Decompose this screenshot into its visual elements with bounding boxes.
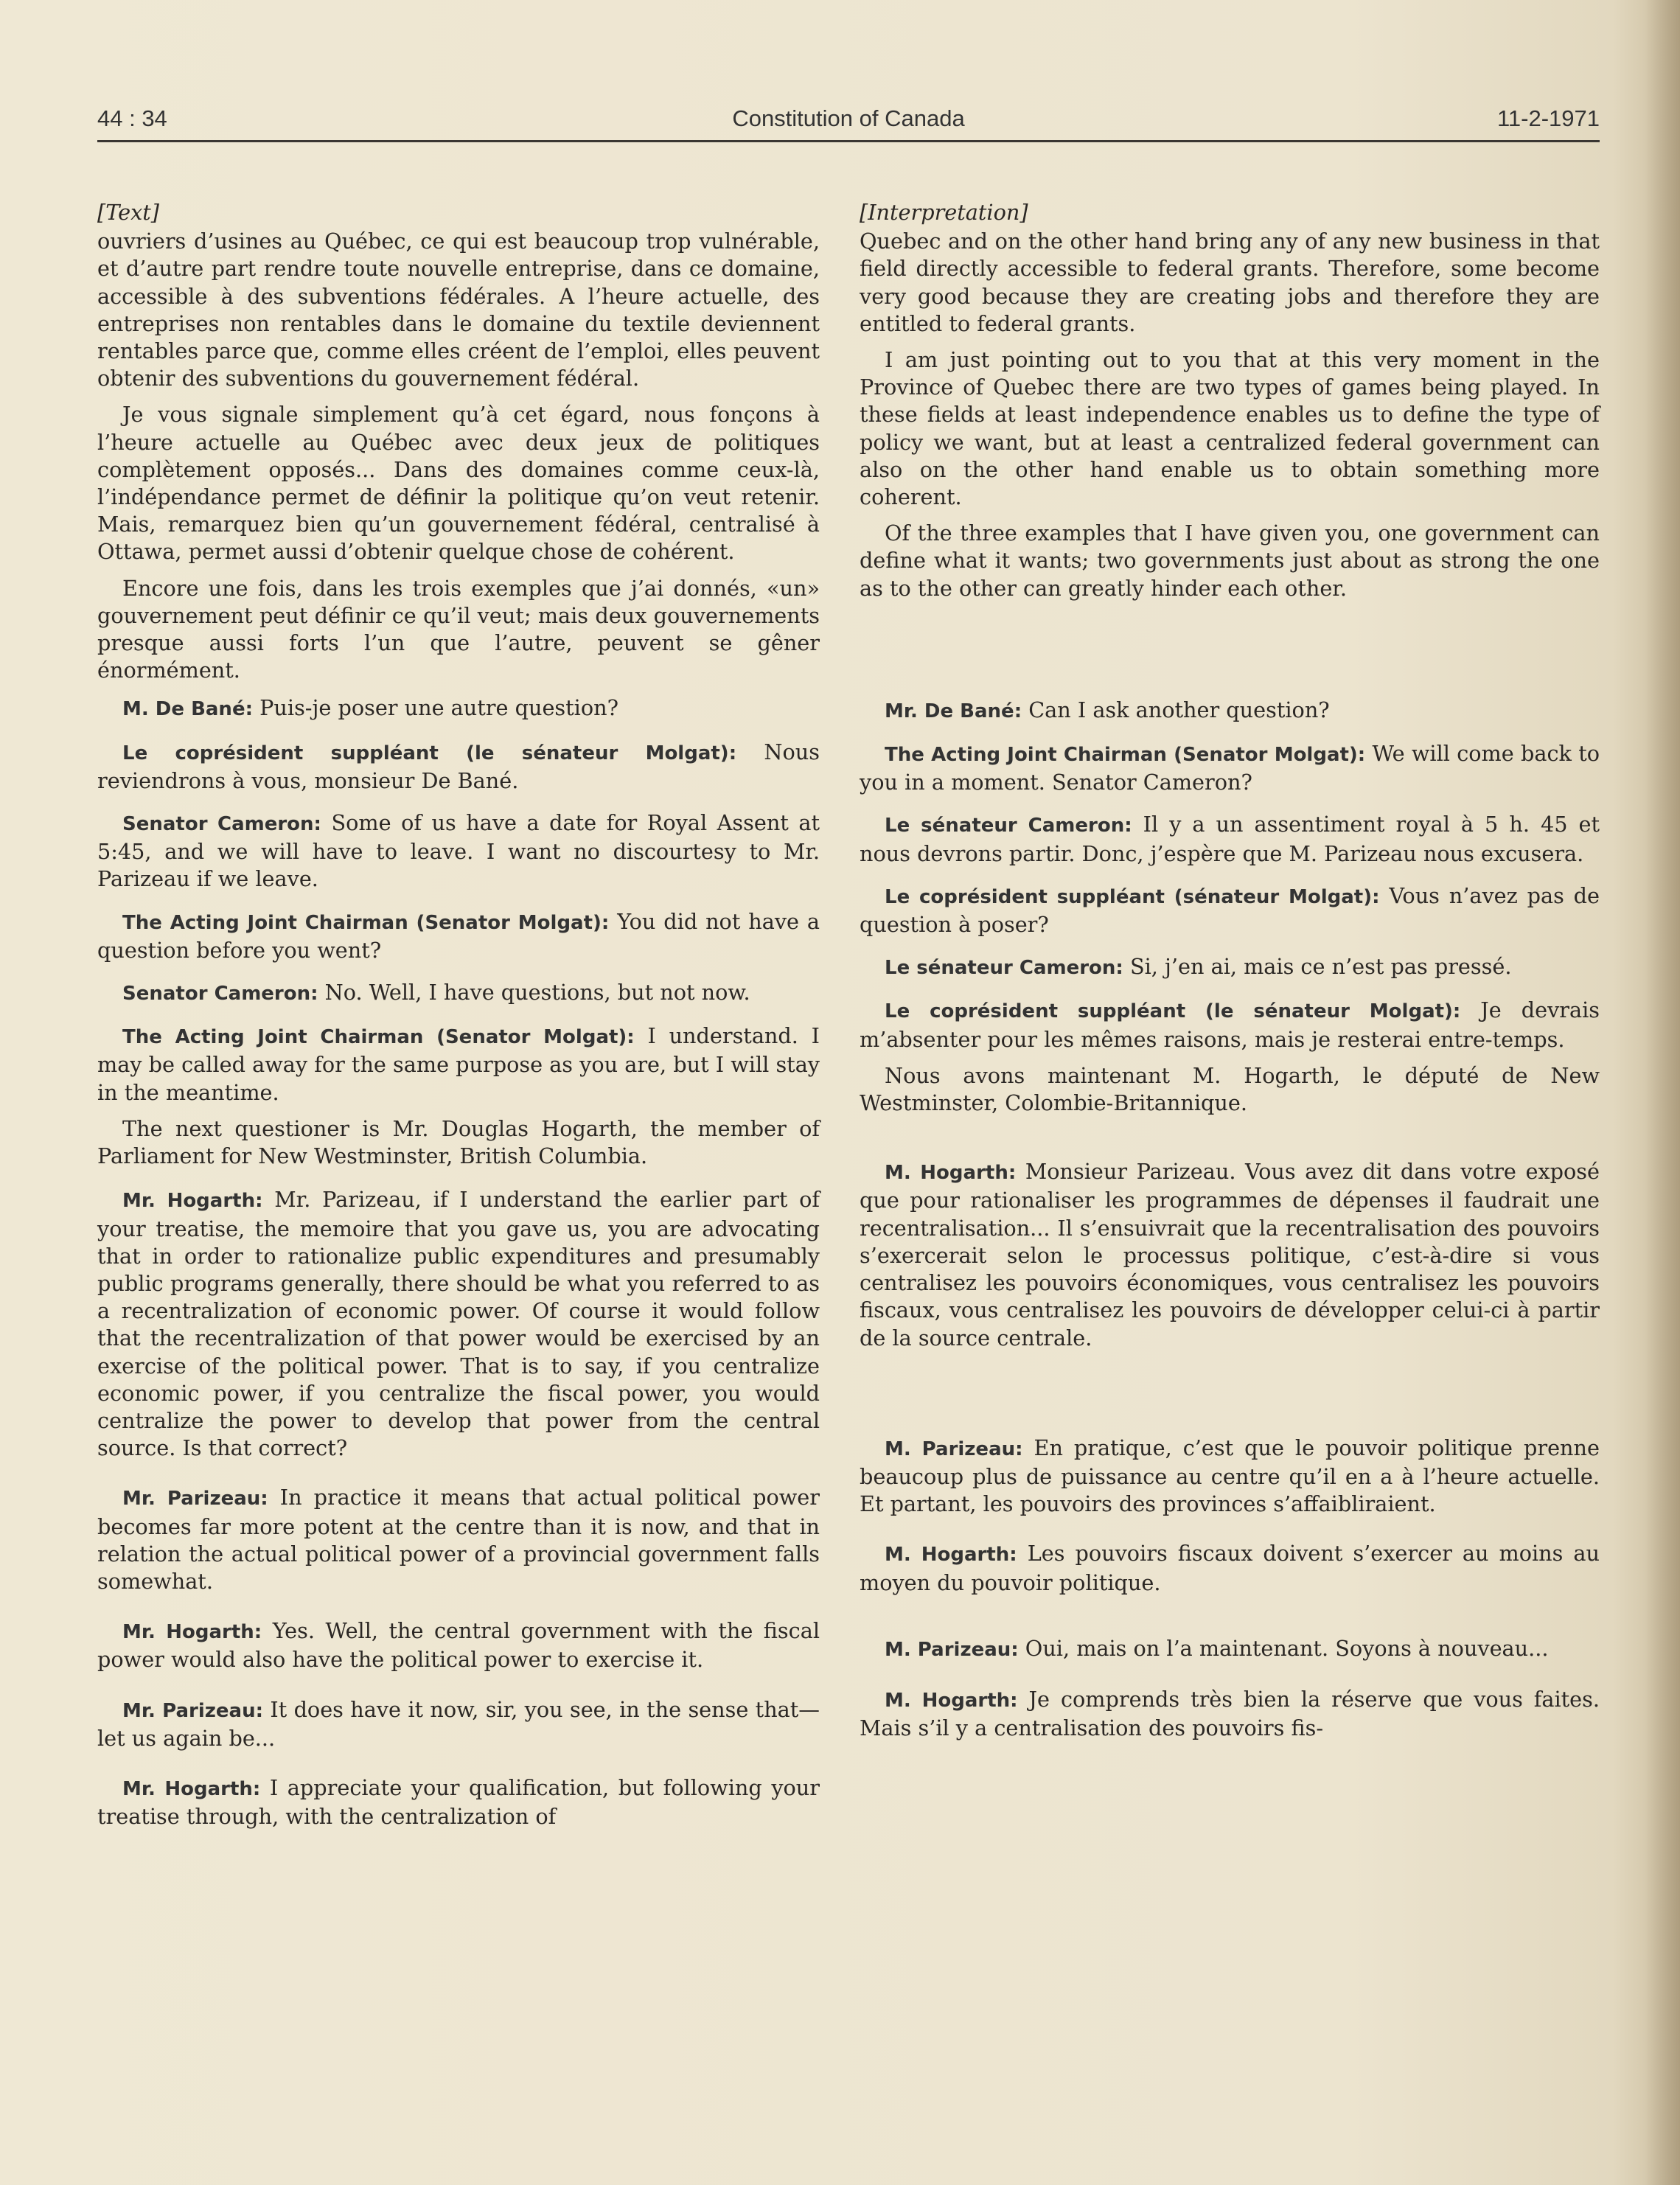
speech [97,1022,820,1107]
speech-text: Monsieur Parizeau. Vous avez dit dans votre exposé que pour rationaliser les programmes de dépenses il faudrait une recentralisation... Il s’ensuivrait que la recentralisation des pouvoirs s’exercerait selon le processus politique, c’est-à-dire si vous centralisez les pouvoirs économiques, vous centralisez les pouvoirs fiscaux, vous centralisez les pouvoirs de développer celui-ci à partir de la source centrale. [860,1159,1600,1351]
paragraph: I am just pointing out to you that at this very moment in the Province of Quebec there are two types of games being played. In these fields at least independence enables us to define the type of policy we want, but at least a centralized federal government can also on the other hand enable us to obtain something more coherent. [860,347,1600,510]
speech [97,809,820,893]
speech-text: Some of us have a date for Royal Assent at 5:45, and we will have to leave. I want no discourtesy to Mr. Parizeau if we leave. [97,810,820,892]
speaker-name: Le coprésident suppléant (sénateur Molgat): [885,885,1380,908]
speech [860,740,1600,796]
speech-text: Nous reviendrons à vous, monsieur De Bané. [97,739,820,793]
speaker-name: Mr. Parizeau: [122,1699,263,1722]
speaker-name: Senator Cameron: [122,813,321,836]
paragraph: Quebec and on the other hand bring any of any new business in that field directly accessible to federal grants. Therefore, some become very good because they are creating jobs and therefore they are entitled to federal grants. [860,229,1600,336]
speech-text: In practice it means that actual political power becomes far more potent at the centre than it is now, and that in relation the actual political power of a provincial government falls somewhat. [97,1485,820,1594]
section-heading-text: [Text] [97,200,159,225]
paragraph: Nous avons maintenant M. Hogarth, le député de New Westminster, Colombie-Britannique. [860,1062,1600,1116]
speech [860,1686,1600,1742]
speaker-name: Mr. De Bané: [885,700,1022,722]
speech [97,739,820,795]
speech-text: Il y a un assentiment royal à 5 h. 45 et nous devrons partir. Donc, j’espère que M. Parizeau nous excusera. [860,812,1600,866]
page-number: 44 : 34 [97,105,167,131]
header-date: 11-2-1971 [1496,105,1600,131]
speaker-name: Mr. Parizeau: [122,1488,268,1510]
speech [860,1635,1600,1664]
speech-text: It does have it now, sir, you see, in the sense that—let us again be... [97,1696,820,1751]
speech [860,811,1600,867]
speech [860,953,1600,982]
speech-text: I appreciate your qualification, but following your treatise through, with the centralization of [97,1774,820,1830]
speech-text: En pratique, c’est que le pouvoir politique prenne beaucoup plus de puissance au centre qu’il en a à l’heure actuelle. Et partant, les pouvoirs des provinces s’affaibliraient. [860,1435,1600,1517]
left-column [97,199,820,1839]
speaker-name: Le sénateur Cameron: [885,957,1123,980]
paragraph: Je vous signale simplement qu’à cet égard, nous fonçons à l’heure actuelle au Québec avec deux jeux de politiques complètement opposés... Dans des domaines comme ceux-là, l’indépendance permet de définir la politique qu’on veut retenir. Mais, remarquez bien qu’un gouvernement fédéral, centralisé à Ottawa, permet aussi d’obtenir quelque chose de cohérent. [97,402,820,565]
speech-text: Les pouvoirs fiscaux doivent s’exercer au moins au moyen du pouvoir politique. [860,1541,1600,1595]
speech [97,1696,820,1752]
running-header [97,105,1600,141]
speech [860,1435,1600,1519]
speech [97,1186,820,1462]
speech-text: Puis-je poser une autre question? [259,695,618,721]
speaker-name: M. Hogarth: [885,1162,1017,1185]
speech [97,908,820,964]
speech-text: Je comprends très bien la réserve que vous faites. Mais s’il y a centralisation des pouvoirs fis- [860,1686,1600,1741]
speech-text: Je devrais m’absenter pour les mêmes raisons, mais je resterai entre-temps. [860,997,1600,1052]
page-edge-shadow [1645,0,1680,2185]
speaker-name: M. Parizeau: [885,1638,1019,1661]
speech-text: We will come back to you in a moment. Senator Cameron? [860,741,1600,795]
speech-text: You did not have a question before you went? [97,908,820,963]
speaker-name: Le sénateur Cameron: [885,815,1132,837]
speech [860,1158,1600,1351]
paragraph: The next questioner is Mr. Douglas Hogarth, the member of Parliament for New Westminster, British Columbia. [97,1115,820,1169]
speaker-name: The Acting Joint Chairman (Senator Molgat): [885,744,1366,767]
speech-text: Mr. Parizeau, if I understand the earlier part of your treatise, the memoire that you gave us, you are advocating that in order to rationalize public expenditures and presumably public programs generally, there should be what you referred to as a recentralization of economic power. Of course it would follow that the recentralization of that power would be exercised by an exercise of the political power. That is to say, if you centralize economic power, if you centralize the fiscal power, you would centralize the power to develop that power from the central source. Is that correct? [97,1187,820,1461]
speech-text: No. Well, I have questions, but not now. [324,980,750,1006]
paragraph: Encore une fois, dans les trois exemples que j’ai donnés, «un» gouvernement peut définir ce qu’il veut; mais deux gouvernements presque aussi forts l’un que l’autre, peuvent se gêner énormément. [97,575,820,683]
speech-text: Oui, mais on l’a maintenant. Soyons à nouveau... [1025,1635,1549,1661]
speech-text: Si, j’en ai, mais ce n’est pas pressé. [1129,954,1512,980]
section-heading-interpretation: [Interpretation] [860,200,1028,225]
speech [97,1617,820,1673]
speech [860,997,1600,1053]
paragraph: Of the three examples that I have given you, one government can define what it wants; two governments just about as strong the one as to the other can greatly hinder each other. [860,520,1600,601]
speaker-name: Le coprésident suppléant (le sénateur Molgat): [885,1000,1461,1023]
speaker-name: The Acting Joint Chairman (Senator Molgat): [122,1026,635,1049]
paragraph: ouvriers d’usines au Québec, ce qui est beaucoup trop vulnérable, et d’autre part rendre toute nouvelle entreprise, dans ce domaine, accessible à des subventions fédérales. A l’heure actuelle, des entreprises non rentables dans le domaine du textile deviennent rentables parce que, comme elles créent de l’emploi, elles peuvent obtenir des subventions du gouvernement fédéral. [97,229,820,391]
speech [97,1774,820,1830]
speaker-name: Mr. Hogarth: [122,1777,261,1800]
right-column [860,199,1600,1751]
speaker-name: Mr. Hogarth: [122,1190,263,1213]
speech-text: I understand. I may be called away for the same purpose as you are, but I will stay in the meantime. [97,1023,820,1105]
speech-text: Vous n’avez pas de question à poser? [860,882,1600,938]
speaker-name: M. Parizeau: [885,1438,1023,1460]
speech-text: Yes. Well, the central government with the fiscal power would also have the political power to exercise it. [97,1618,820,1673]
speaker-name: M. Hogarth: [885,1689,1018,1712]
speaker-name: Le coprésident suppléant (le sénateur Molgat): [122,742,737,764]
publication-title: Constitution of Canada [732,105,965,131]
speech [97,979,820,1008]
speaker-name: Senator Cameron: [122,983,318,1006]
speech-text: Can I ask another question? [1028,697,1330,722]
speech [97,1484,820,1595]
speech [860,697,1600,725]
speech [860,882,1600,938]
speaker-name: M. Hogarth: [885,1544,1017,1567]
speech [97,694,820,723]
speaker-name: M. De Bané: [122,698,253,721]
speech [860,1540,1600,1596]
speaker-name: The Acting Joint Chairman (Senator Molgat): [122,911,610,934]
speaker-name: Mr. Hogarth: [122,1621,262,1644]
header-rule [97,140,1600,142]
